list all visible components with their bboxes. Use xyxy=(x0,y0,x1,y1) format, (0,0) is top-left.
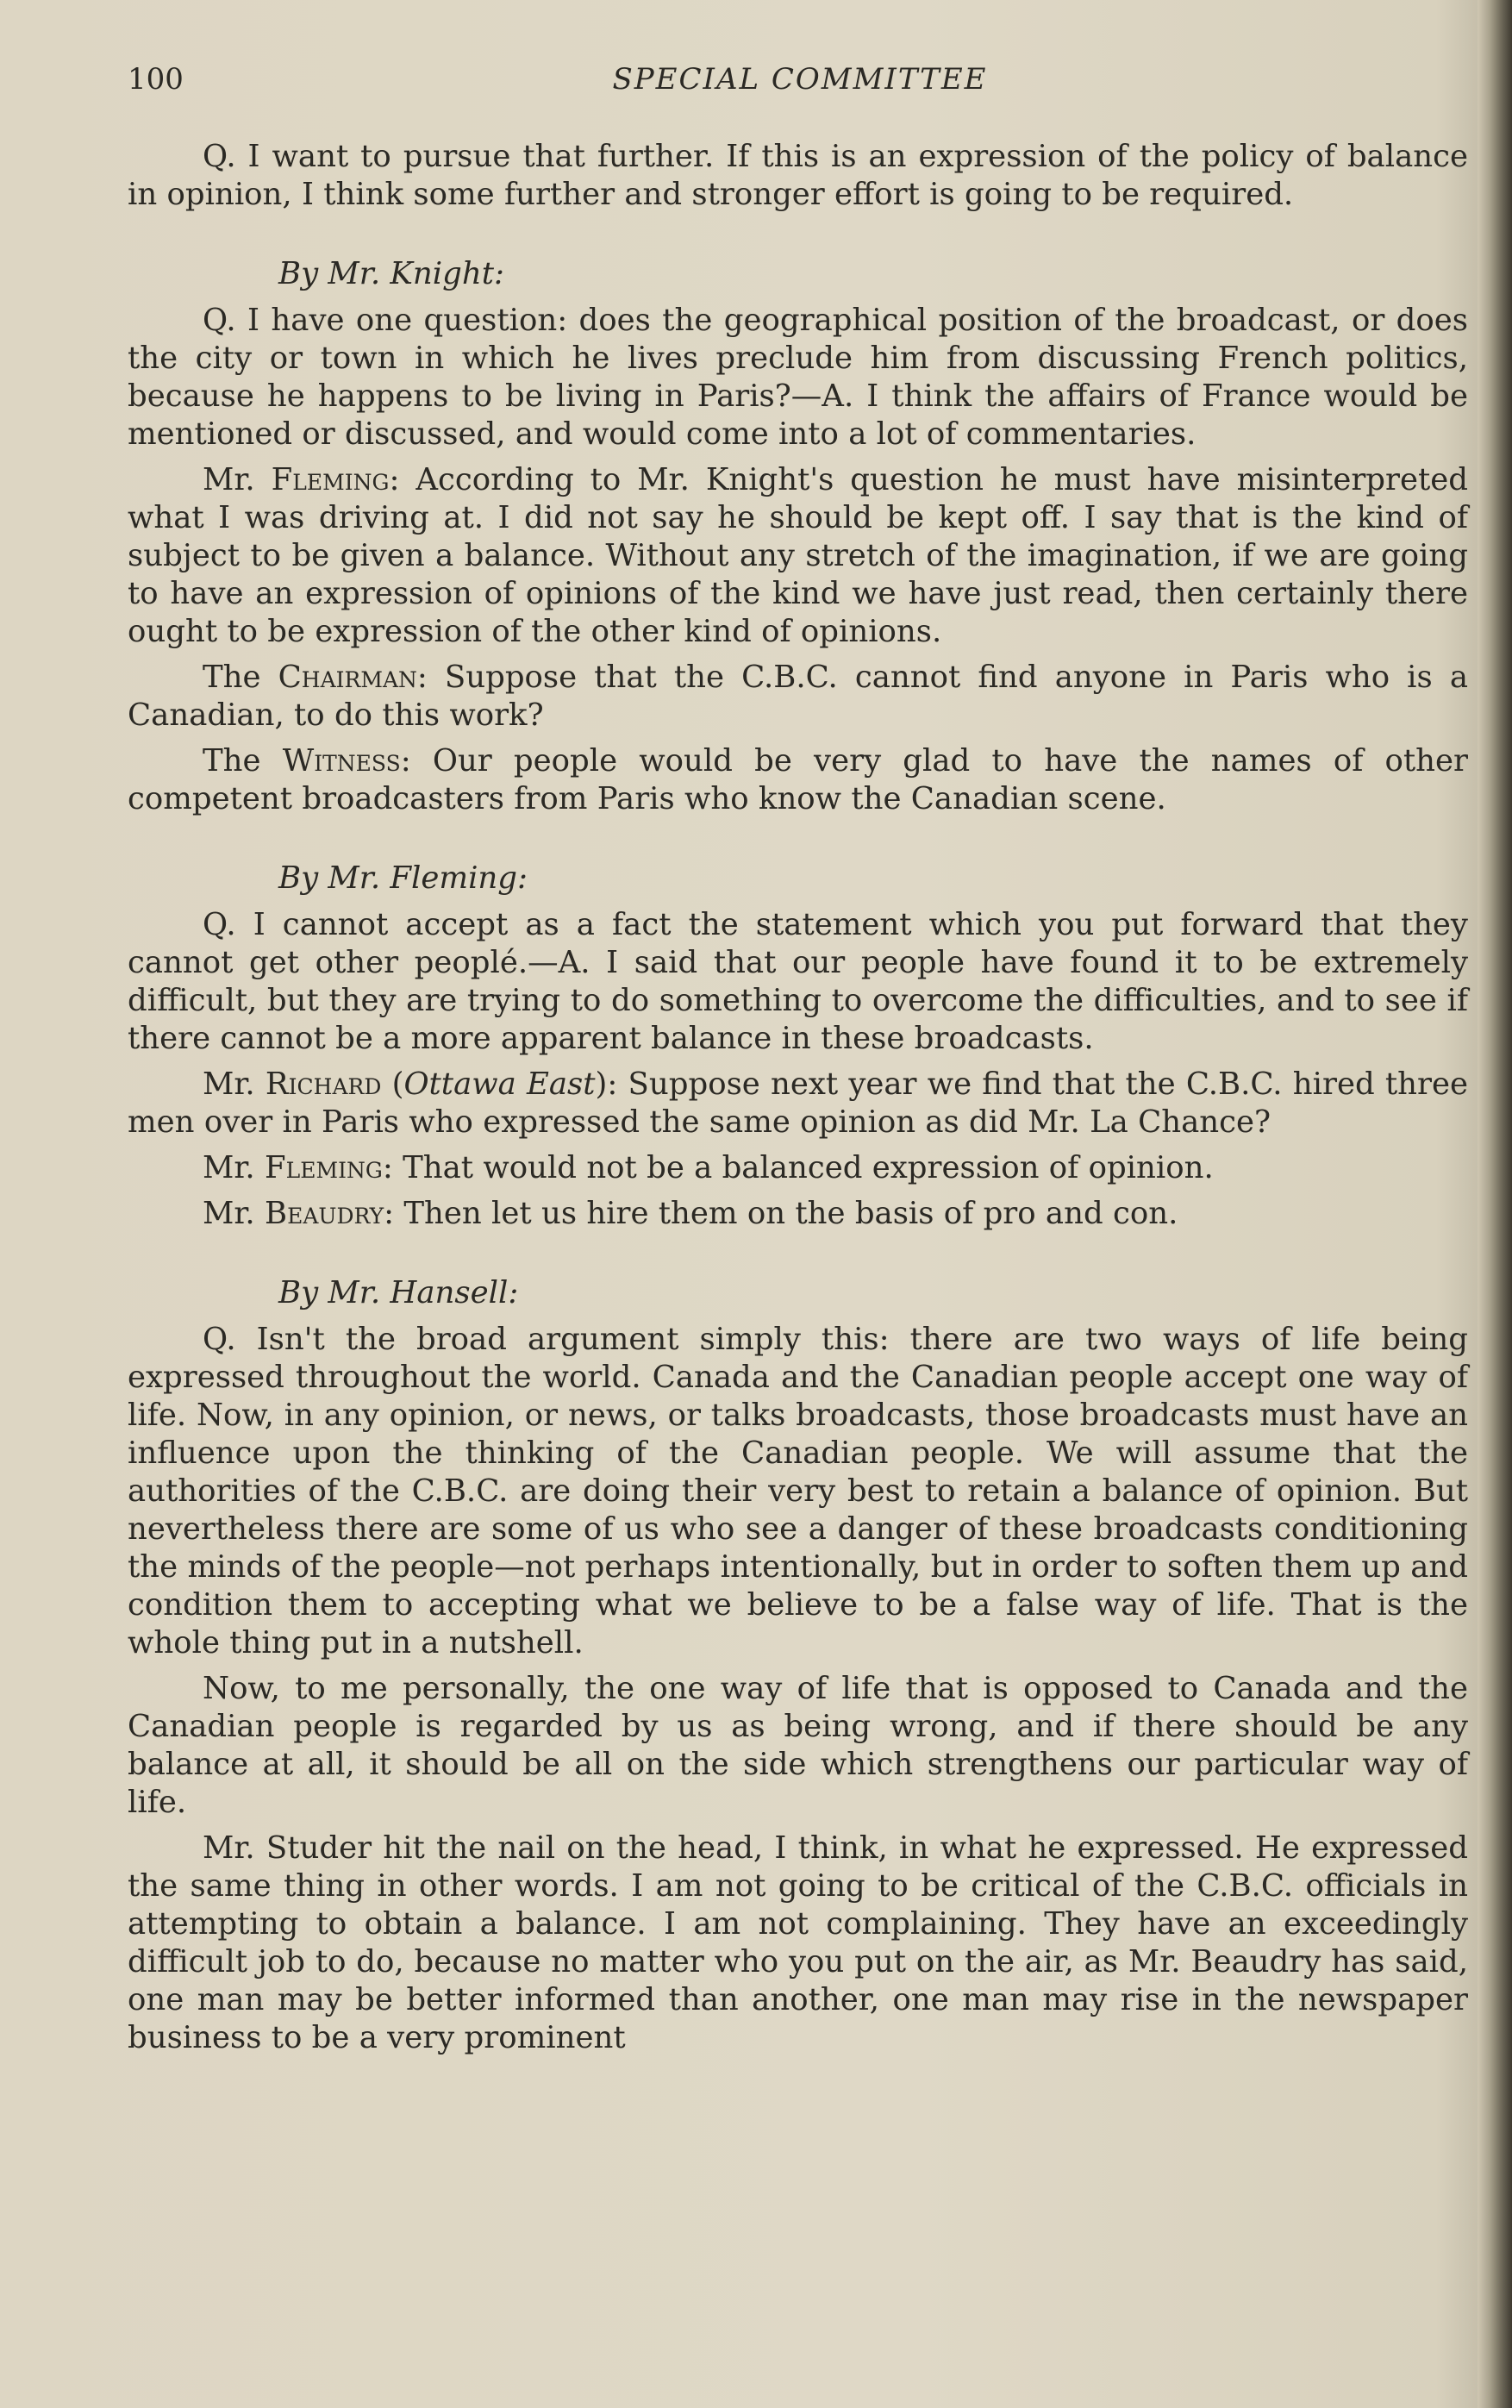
page-number: 100 xyxy=(128,62,184,97)
examiner-heading: By Mr. Knight: xyxy=(278,256,504,291)
speech-text: : According to Mr. Knight's question he must have misinterpreted what I was driving at. I did not say he should be kept off. I say that is the kind of subject to be given a balance. Without any stretch of the imagination, if we are going to have an expression of opinions of the kind we have just read, then certainly there ought to be expression of the other kind of opinions. xyxy=(128,462,1468,649)
speaker-name: Chairman xyxy=(278,660,417,695)
speaker-prefix: Mr. xyxy=(203,1196,255,1231)
speaker-paragraph xyxy=(128,659,1468,735)
speaker-name: Richard xyxy=(265,1066,382,1102)
paragraph: Q. Isn't the broad argument simply this: there are two ways of life being expressed throughout the world. Canada and the Canadian people accept one way of life. Now, in any opinion, or news, or talks broadcasts, those broadcasts must have an influence upon the thinking of the Canadian people. We will assume that the authorities of the C.B.C. are doing their very best to retain a balance of opinion. But nevertheless there are some of us who see a danger of these broadcasts conditioning the minds of the people—not perhaps intentionally, but in order to soften them up and condition them to accepting what we believe to be a false way of life. That is the whole thing put in a nutshell. xyxy=(128,1322,1468,1661)
paragraph: Now, to me personally, the one way of life that is opposed to Canada and the Canadian people is regarded by us as being wrong, and if there should be any balance at all, it should be all on the side which strengthens our particular way of life. xyxy=(128,1671,1468,1820)
speaker-riding: Ottawa East xyxy=(403,1066,596,1102)
speaker-prefix: The xyxy=(203,660,261,695)
speaker-prefix: Mr. xyxy=(203,1066,255,1102)
paragraph: Q. I want to pursue that further. If this is an expression of the policy of balance in opinion, I think some further and stronger effort is going to be required. xyxy=(128,139,1468,212)
transcript-body xyxy=(128,138,1468,2065)
speech-text: : Our people would be very glad to have the names of other competent broadcasters from Paris who know the Canadian scene. xyxy=(128,743,1468,816)
examiner-heading: By Mr. Fleming: xyxy=(278,860,528,896)
page-header xyxy=(128,62,1472,105)
paragraph: Q. I cannot accept as a fact the statement which you put forward that they cannot get other peoplé.—A. I said that our people have found it to be extremely difficult, but they are trying to do something to overcome the difficulties, and to see if there cannot be a more apparent balance in these broadcasts. xyxy=(128,907,1468,1056)
examiner-heading: By Mr. Hansell: xyxy=(278,1275,519,1310)
speaker-name: Fleming xyxy=(271,462,390,497)
running-head: SPECIAL COMMITTEE xyxy=(612,62,988,97)
page-binding-edge xyxy=(1478,0,1512,2408)
speech-text: : Then let us hire them on the basis of pro and con. xyxy=(384,1196,1178,1231)
speech-text: : That would not be a balanced expression of opinion. xyxy=(382,1150,1214,1185)
speaker-prefix: Mr. xyxy=(203,462,255,497)
speech-text: : Suppose next year we find that the C.B.C. hired three men over in Paris who expressed the same opinion as did Mr. La Chance? xyxy=(128,1066,1468,1140)
speaker-paragraph xyxy=(128,1149,1468,1187)
speaker-paragraph xyxy=(128,1195,1468,1233)
speaker-prefix: The xyxy=(203,743,261,779)
speaker-paragraph xyxy=(128,742,1468,818)
paragraph: Mr. Studer hit the nail on the head, I think, in what he expressed. He expressed the same thing in other words. I am not going to be critical of the C.B.C. officials in attempting to obtain a balance. I am not complaining. They have an exceedingly difficult job to do, because no matter who you put on the air, as Mr. Beaudry has said, one man may be better informed than another, one man may rise in the newspaper business to be a very prominent xyxy=(128,1830,1468,2055)
speaker-name: Fleming xyxy=(265,1150,383,1185)
speaker-prefix: Mr. xyxy=(203,1150,255,1185)
speaker-paragraph: Mr. Richard (Ottawa East): Suppose next year we find that the C.B.C. hired three men over in Paris who expressed the same opinion as did Mr. La Chance? xyxy=(128,1066,1468,1140)
speech-text: : Suppose that the C.B.C. cannot find anyone in Paris who is a Canadian, to do this work? xyxy=(128,660,1468,733)
speaker-paragraph xyxy=(128,461,1468,651)
speaker-name: Witness xyxy=(282,743,401,779)
speaker-name: Beaudry xyxy=(265,1196,384,1231)
paragraph: Q. I have one question: does the geographical position of the broadcast, or does the city or town in which he lives preclude him from discussing French politics, because he happens to be living in Paris?—A. I think the affairs of France would be mentioned or discussed, and would come into a lot of commentaries. xyxy=(128,303,1468,452)
